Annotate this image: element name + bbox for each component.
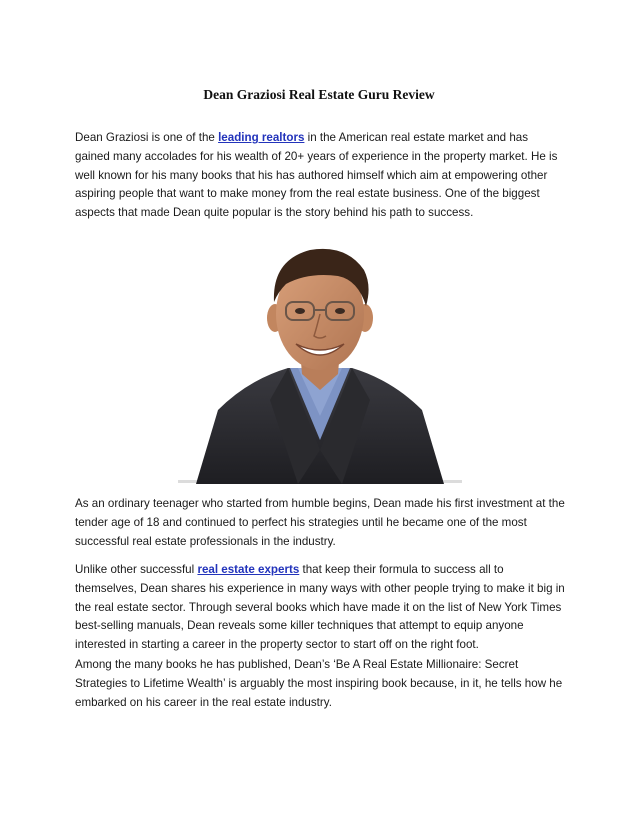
portrait-photo <box>178 240 462 484</box>
paragraph-books: Among the many books he has published, Dean’s ‘Be A Real Estate Millionaire: Secret Strategies to Lifetime Wealth’ is arguably the most inspiring book because, in it, he tells how he embarked on his career in the real estate industry. <box>75 658 563 709</box>
page-title: Dean Graziosi Real Estate Guru Review <box>203 87 435 102</box>
paragraph-text: Unlike other successful <box>75 563 198 576</box>
portrait-illustration <box>178 240 462 484</box>
leading-realtors-link[interactable]: leading realtors <box>218 131 305 144</box>
paragraph-background: As an ordinary teenager who started from humble begins, Dean made his first investment at the tender age of 18 and continued to perfect his strategies until he became one of the most successful real estate professionals in the industry. <box>75 497 565 548</box>
paragraph-text: Dean Graziosi is one of the <box>75 131 219 144</box>
paragraph-intro <box>75 129 565 223</box>
paragraph-experience <box>75 561 565 655</box>
paragraph-text: that keep their formula to success all to themselves, Dean shares his experience in many ways with other people trying to make it big in the real estate sector. Through several books which have made it on the list of New York Times best-selling manuals, Dean reveals some killer techniques that attempt to equip anyone interested in starting a career in the property sector to start off on the right foot. <box>75 563 565 652</box>
paragraph-text: in the American real estate market and has gained many accolades for his wealth of 20+ years of experience in the property market. He is well known for his many books that his has authored himself which aim at empowering other aspiring people that want to make money from the real estate business. One of the biggest aspects that made Dean quite popular is the story behind his path to success. <box>75 131 558 220</box>
real-estate-experts-link[interactable]: real estate experts <box>197 563 300 576</box>
